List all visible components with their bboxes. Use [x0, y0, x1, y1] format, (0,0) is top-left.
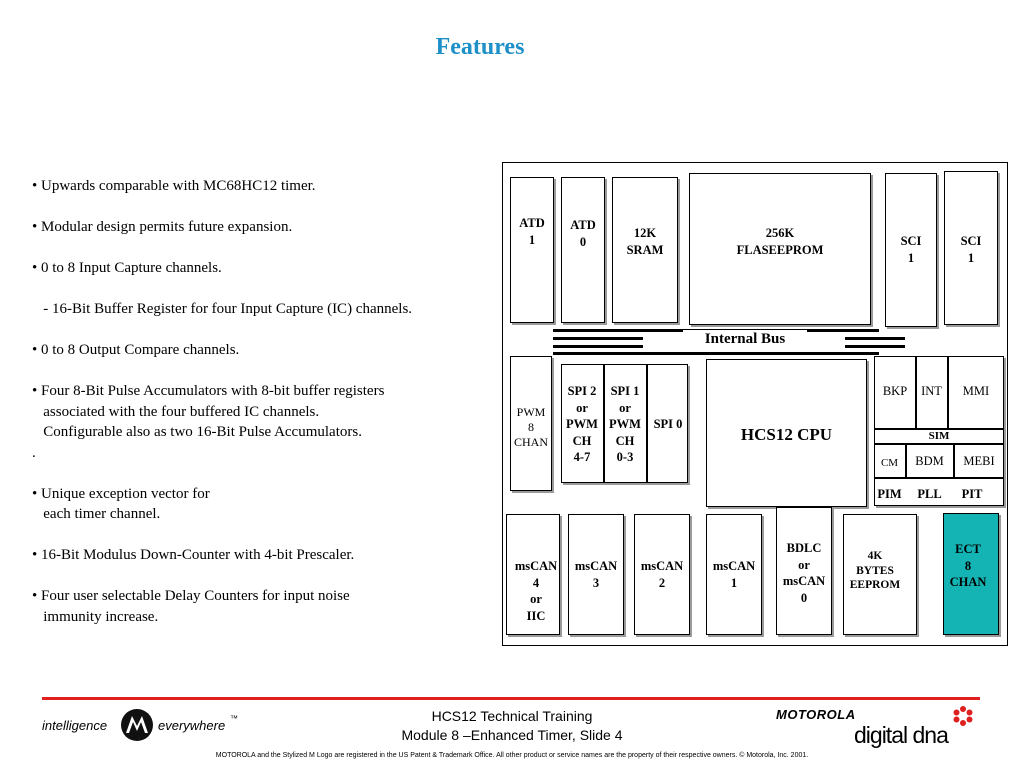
internal-bus-line-2 — [553, 337, 643, 340]
mscan1-label: msCAN 1 — [712, 559, 756, 590]
ect-label: ECT 8 CHAN — [949, 542, 987, 589]
sci1-label-b: SCI 1 — [960, 234, 982, 265]
sys-h2 — [874, 443, 1004, 445]
flash-label: 256K FLASEEPROM — [736, 226, 824, 257]
feature-line: • 16-Bit Modulus Down-Counter with 4-bit Prescaler. — [32, 547, 355, 563]
feature-line: immunity increase. — [32, 608, 159, 625]
feature-line: . — [32, 444, 36, 461]
cpu-label: HCS12 CPU — [740, 425, 833, 444]
list-spacer — [32, 238, 492, 259]
slide-title: Features — [435, 34, 525, 60]
bkp-label: BKP — [882, 384, 908, 398]
footer-line-1: HCS12 Technical Training — [431, 708, 593, 724]
list-spacer — [32, 320, 492, 341]
internal-bus-line-3 — [553, 345, 643, 348]
atd1-label: ATD 1 — [519, 216, 545, 247]
feature-line: • 0 to 8 Input Capture channels. — [32, 260, 222, 276]
atd1-block — [510, 177, 554, 323]
feature-line: • Upwards comparable with MC68HC12 timer. — [32, 178, 316, 194]
feature-line: • 0 to 8 Output Compare channels. — [32, 342, 240, 358]
list-spacer — [32, 361, 492, 382]
sci1-label-a: SCI 1 — [900, 234, 922, 265]
pll-label: PLL — [917, 487, 942, 501]
feature-line: - 16-Bit Buffer Register for four Input Capture (IC) channels. — [32, 301, 413, 317]
footer-line-2: Module 8 –Enhanced Timer, Slide 4 — [401, 727, 623, 743]
bdm-label: BDM — [915, 454, 944, 468]
brand-wordmark: MOTOROLA — [776, 707, 856, 722]
feature-line: • Unique exception vector for — [32, 485, 210, 502]
product-wordmark: digital dna — [854, 722, 948, 748]
list-spacer — [32, 525, 492, 546]
spi2-label: SPI 2 or PWM CH 4-7 — [566, 384, 598, 464]
pim-label: PIM — [877, 487, 902, 501]
motorola-m-icon — [120, 708, 154, 747]
intelligence-everywhere-logo — [42, 712, 242, 740]
hcs12-block-diagram — [502, 162, 1008, 646]
atd0-block — [561, 177, 605, 323]
eeprom-label: 4K BYTES EEPROM — [849, 550, 901, 591]
list-spacer — [32, 279, 492, 300]
internal-bus-line-5 — [845, 337, 905, 340]
feature-line: • Four user selectable Delay Counters for input noise — [32, 588, 350, 604]
cm-label: CM — [880, 457, 899, 469]
mscan3-label: msCAN 3 — [574, 559, 618, 590]
sim-label: SIM — [928, 430, 950, 442]
spi1-label: SPI 1 or PWM CH 0-3 — [609, 384, 641, 464]
feature-list — [32, 176, 492, 627]
mscan2-label: msCAN 2 — [640, 559, 684, 590]
dna-asterisk-icon — [952, 705, 974, 732]
mmi-label: MMI — [962, 384, 990, 398]
internal-bus-label: Internal Bus — [683, 330, 807, 348]
spi0-label: SPI 0 — [653, 417, 683, 431]
feature-line: • Four 8-Bit Pulse Accumulators with 8-bit buffer registers — [32, 383, 385, 399]
motorola-digital-dna-logo — [772, 705, 982, 751]
mscan4-label: msCAN 4 or IIC — [514, 559, 558, 623]
footer-course-info — [330, 707, 694, 745]
tagline-left: intelligence — [42, 718, 108, 733]
internal-bus-line-6 — [845, 345, 905, 348]
pit-label: PIT — [961, 487, 983, 501]
list-spacer — [32, 566, 492, 587]
mebi-label: MEBI — [963, 454, 995, 468]
tagline-right: everywhere — [158, 718, 226, 733]
footer-rule — [42, 697, 980, 700]
list-spacer — [32, 197, 492, 218]
pwm-label: PWM 8 CHAN — [513, 405, 548, 449]
feature-line: • Modular design permits future expansion. — [32, 219, 293, 235]
sram-label: 12K SRAM — [626, 226, 664, 257]
list-spacer — [32, 463, 492, 484]
feature-line: each timer channel. — [32, 506, 161, 522]
internal-bus-line-4 — [553, 352, 879, 355]
tagline-trademark: ™ — [230, 714, 238, 723]
atd0-label: ATD 0 — [570, 218, 596, 249]
bdlc-label: BDLC or msCAN 0 — [782, 541, 826, 605]
legal-notice: MOTOROLA and the Stylized M Logo are registered in the US Patent & Trademark Office. All other product or service names are the property of their respective owners. © Motorola, Inc. 2001. — [215, 752, 809, 759]
feature-line: Configurable also as two 16-Bit Pulse Accumulators. — [32, 424, 362, 440]
feature-line: associated with the four buffered IC channels. — [32, 403, 320, 420]
int-label: INT — [921, 384, 942, 398]
sys-h3 — [874, 477, 1004, 479]
